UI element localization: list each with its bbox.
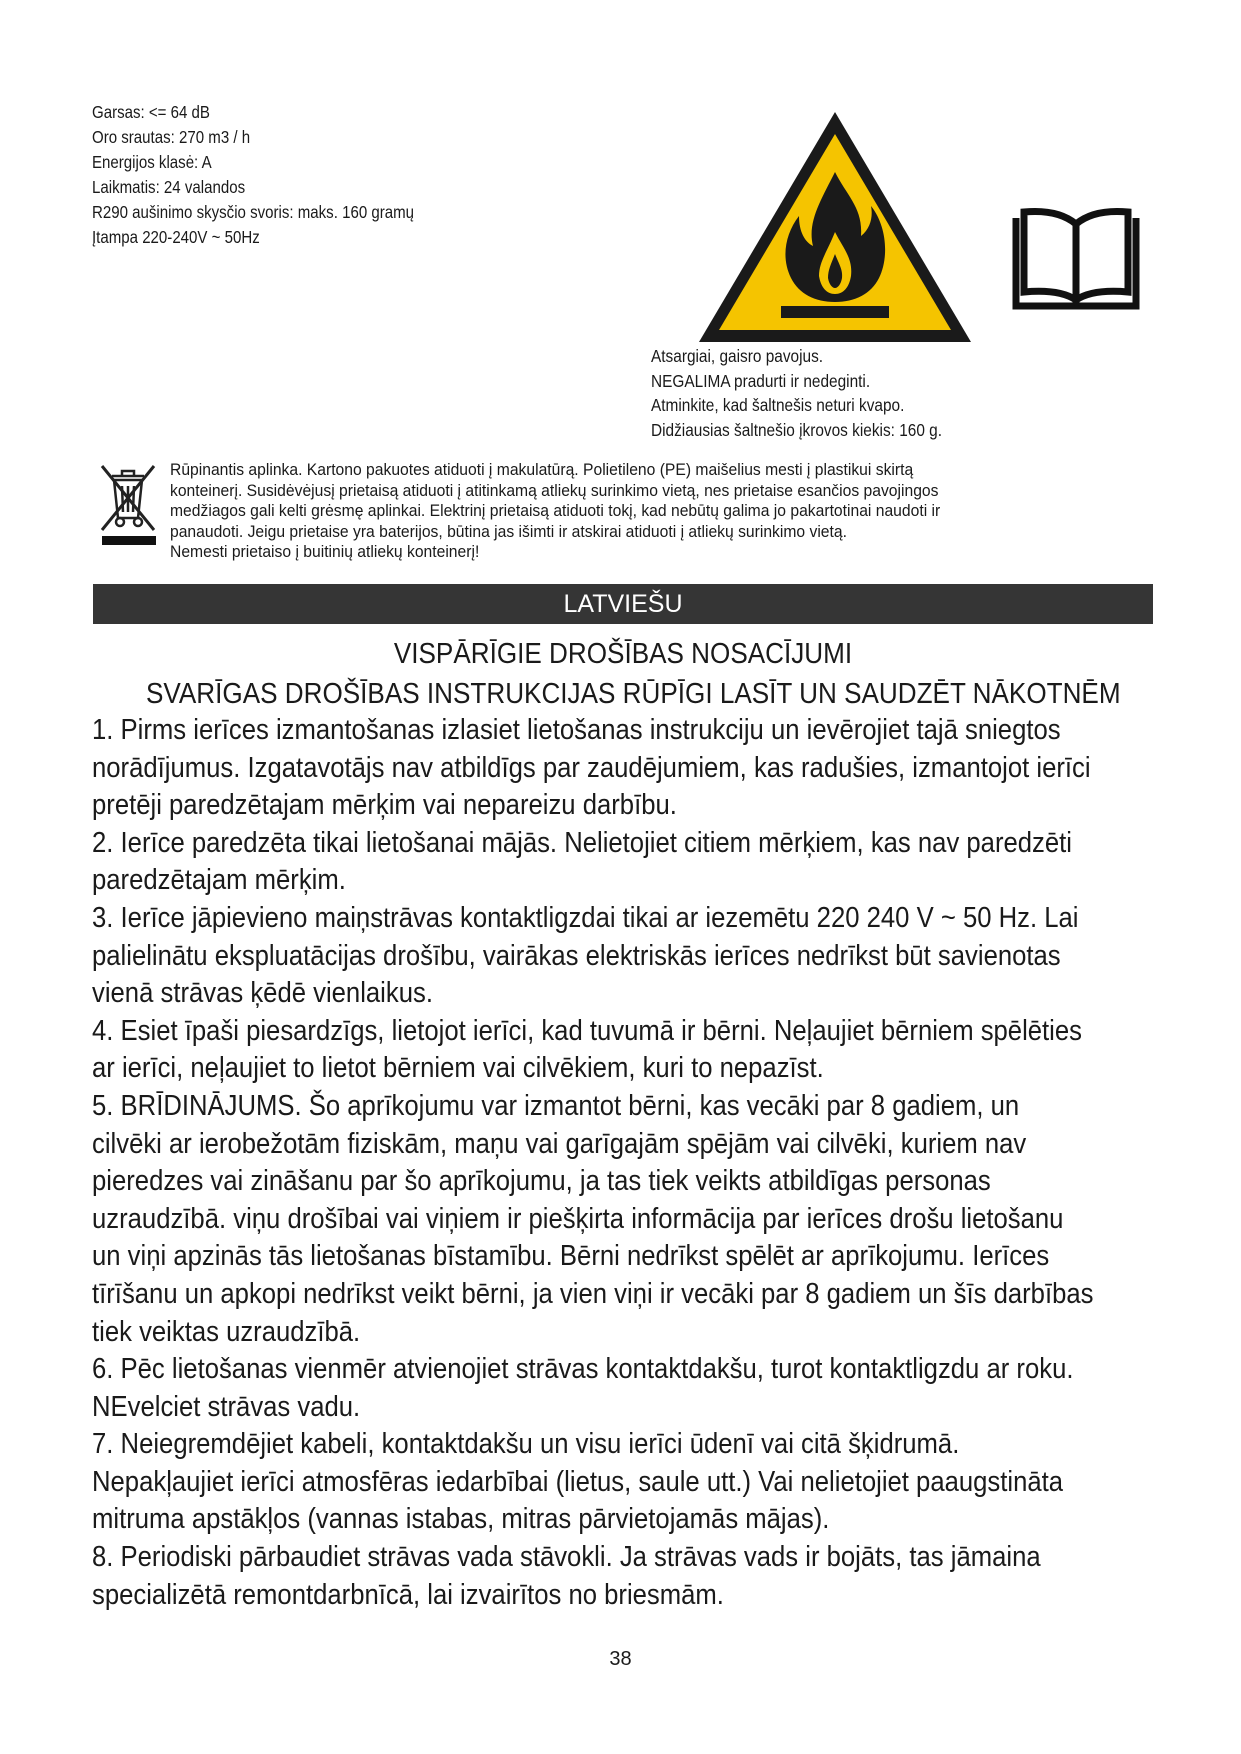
warning-line: Atminkite, kad šaltnešis neturi kvapo.: [651, 395, 905, 415]
section-subheading: SVARĪGAS DROŠĪBAS INSTRUKCIJAS RŪPĪGI LASĪT UN SAUDZĒT NĀKOTNĒM: [146, 678, 1121, 710]
body-line: palielinātu ekspluatācijas drošību, vairākas elektriskās ierīces nedrīkst būt savienotas: [92, 939, 1061, 972]
open-book-icon: [1012, 204, 1140, 310]
spec-line: Energijos klasė: A: [92, 152, 212, 172]
environment-line: konteinerį. Susidėvėjusį prietaisą atiduoti į atitinkamą atliekų surinkimo vietą, nes prietaise esančios pavojingos: [170, 481, 939, 500]
body-line: specializētā remontdarbnīcā, lai izvairītos no briesmām.: [92, 1578, 724, 1611]
environment-line: Nemesti prietaiso į buitinių atliekų konteinerį!: [170, 543, 480, 561]
body-line: mitruma apstākļos (vannas istabas, mitras pārvietojamās mājas).: [92, 1503, 830, 1536]
section-heading: VISPĀRĪGIE DROŠĪBAS NOSACĪJUMI: [393, 638, 853, 670]
body-line: 8. Periodiski pārbaudiet strāvas vada stāvokli. Ja strāvas vads ir bojāts, tas jāmaina: [92, 1541, 1041, 1574]
page-number: 38: [609, 1648, 632, 1670]
spec-line: Garsas: <= 64 dB: [92, 102, 210, 122]
body-line: tīrīšanu un apkopi nedrīkst veikt bērni, ja vien viņi ir vecāki par 8 gadiem un šīs darbības: [92, 1277, 1094, 1310]
warning-line: Atsargiai, gaisro pavojus.: [651, 346, 824, 366]
crossed-bin-icon: [98, 460, 158, 546]
warning-line: NEGALIMA pradurti ir nedeginti.: [651, 370, 871, 391]
safety-instructions: [92, 712, 1241, 1614]
environment-notice: [170, 460, 1140, 563]
body-line: 4. Esiet īpaši piesardzīgs, lietojot ierīci, kad tuvumā ir bērni. Neļaujiet bērniem spēlēties: [92, 1014, 1082, 1047]
body-line: Nepakļaujiet ierīci atmosfēras iedarbībai (lietus, saule utt.) Vai nelietojiet paaugstināta: [92, 1465, 1064, 1498]
body-line: norādījumus. Izgatavotājs nav atbildīgs par zaudējumiem, kas radušies, izmantojot ierīci: [92, 751, 1091, 784]
spec-line: Įtampa 220-240V ~ 50Hz: [92, 227, 260, 247]
body-line: tiek veiktas uzraudzībā.: [92, 1315, 361, 1348]
body-line: 5. BRĪDINĀJUMS. Šo aprīkojumu var izmantot bērni, kas vecāki par 8 gadiem, un: [92, 1089, 1020, 1122]
body-line: paredzētajam mērķim.: [92, 864, 346, 897]
body-line: NEvelciet strāvas vadu.: [92, 1390, 361, 1423]
spec-line: Laikmatis: 24 valandos: [92, 177, 246, 197]
spec-line: Oro srautas: 270 m3 / h: [92, 127, 251, 147]
environment-line: Rūpinantis aplinka. Kartono pakuotes atiduoti į makulatūrą. Polietileno (PE) maišelius mesti į plastikui skirtą: [170, 461, 914, 479]
body-line: uzraudzībā. viņu drošībai vai viņiem ir piešķirta informācija par ierīces drošu lietošanu: [92, 1202, 1064, 1235]
body-line: 7. Neiegremdējiet kabeli, kontaktdakšu un visu ierīci ūdenī vai citā šķidrumā.: [92, 1428, 960, 1461]
body-line: pretēji paredzētajam mērķim vai nepareizu darbību.: [92, 789, 677, 822]
body-line: 1. Pirms ierīces izmantošanas izlasiet lietošanas instrukciju un ievērojiet tajā sniegtos: [92, 714, 1061, 746]
body-line: 6. Pēc lietošanas vienmēr atvienojiet strāvas kontaktdakšu, turot kontaktligzdu ar roku.: [92, 1353, 1074, 1386]
body-line: cilvēki ar ierobežotām fiziskām, maņu vai garīgajām spējām vai cilvēki, kuriem nav: [92, 1127, 1027, 1160]
flammable-warning-icon: [695, 108, 975, 346]
fire-warning-text: [651, 344, 1071, 442]
body-line: pieredzes vai zināšanu par šo aprīkojumu, ja tas tiek veikts atbildīgas personas: [92, 1165, 991, 1198]
language-section-bar: LATVIEŠU: [93, 584, 1153, 624]
body-line: 3. Ierīce jāpievieno maiņstrāvas kontaktligzdai tikai ar iezemētu 220 240 V ~ 50 Hz. Lai: [92, 901, 1079, 934]
specs-list: [92, 100, 612, 250]
body-line: 2. Ierīce paredzēta tikai lietošanai mājās. Nelietojiet citiem mērķiem, kas nav paredzēti: [92, 826, 1072, 859]
environment-line: panaudoti. Jeigu prietaise yra baterijos, būtina jas išimti ir atskirai atiduoti į atliekų surinkimo vietą.: [170, 522, 847, 541]
body-line: un viņi apzinās tās lietošanas bīstamību. Bērni nedrīkst spēlēt ar aprīkojumu. Ierīces: [92, 1240, 1050, 1273]
environment-line: medžiagos gali kelti grėsmę aplinkai. Elektrinį prietaisą atiduoti tokį, kad nebūtų galima jo pakartotinai naudoti ir: [170, 502, 941, 520]
body-line: vienā strāvas ķēdē vienlaikus.: [92, 977, 433, 1010]
warning-line: Didžiausias šaltnešio įkrovos kiekis: 160 g.: [651, 419, 943, 440]
spec-line: R290 aušinimo skysčio svoris: maks. 160 gramų: [92, 202, 415, 222]
body-line: ar ierīci, neļaujiet to lietot bērniem vai cilvēkiem, kuri to nepazīst.: [92, 1052, 824, 1085]
